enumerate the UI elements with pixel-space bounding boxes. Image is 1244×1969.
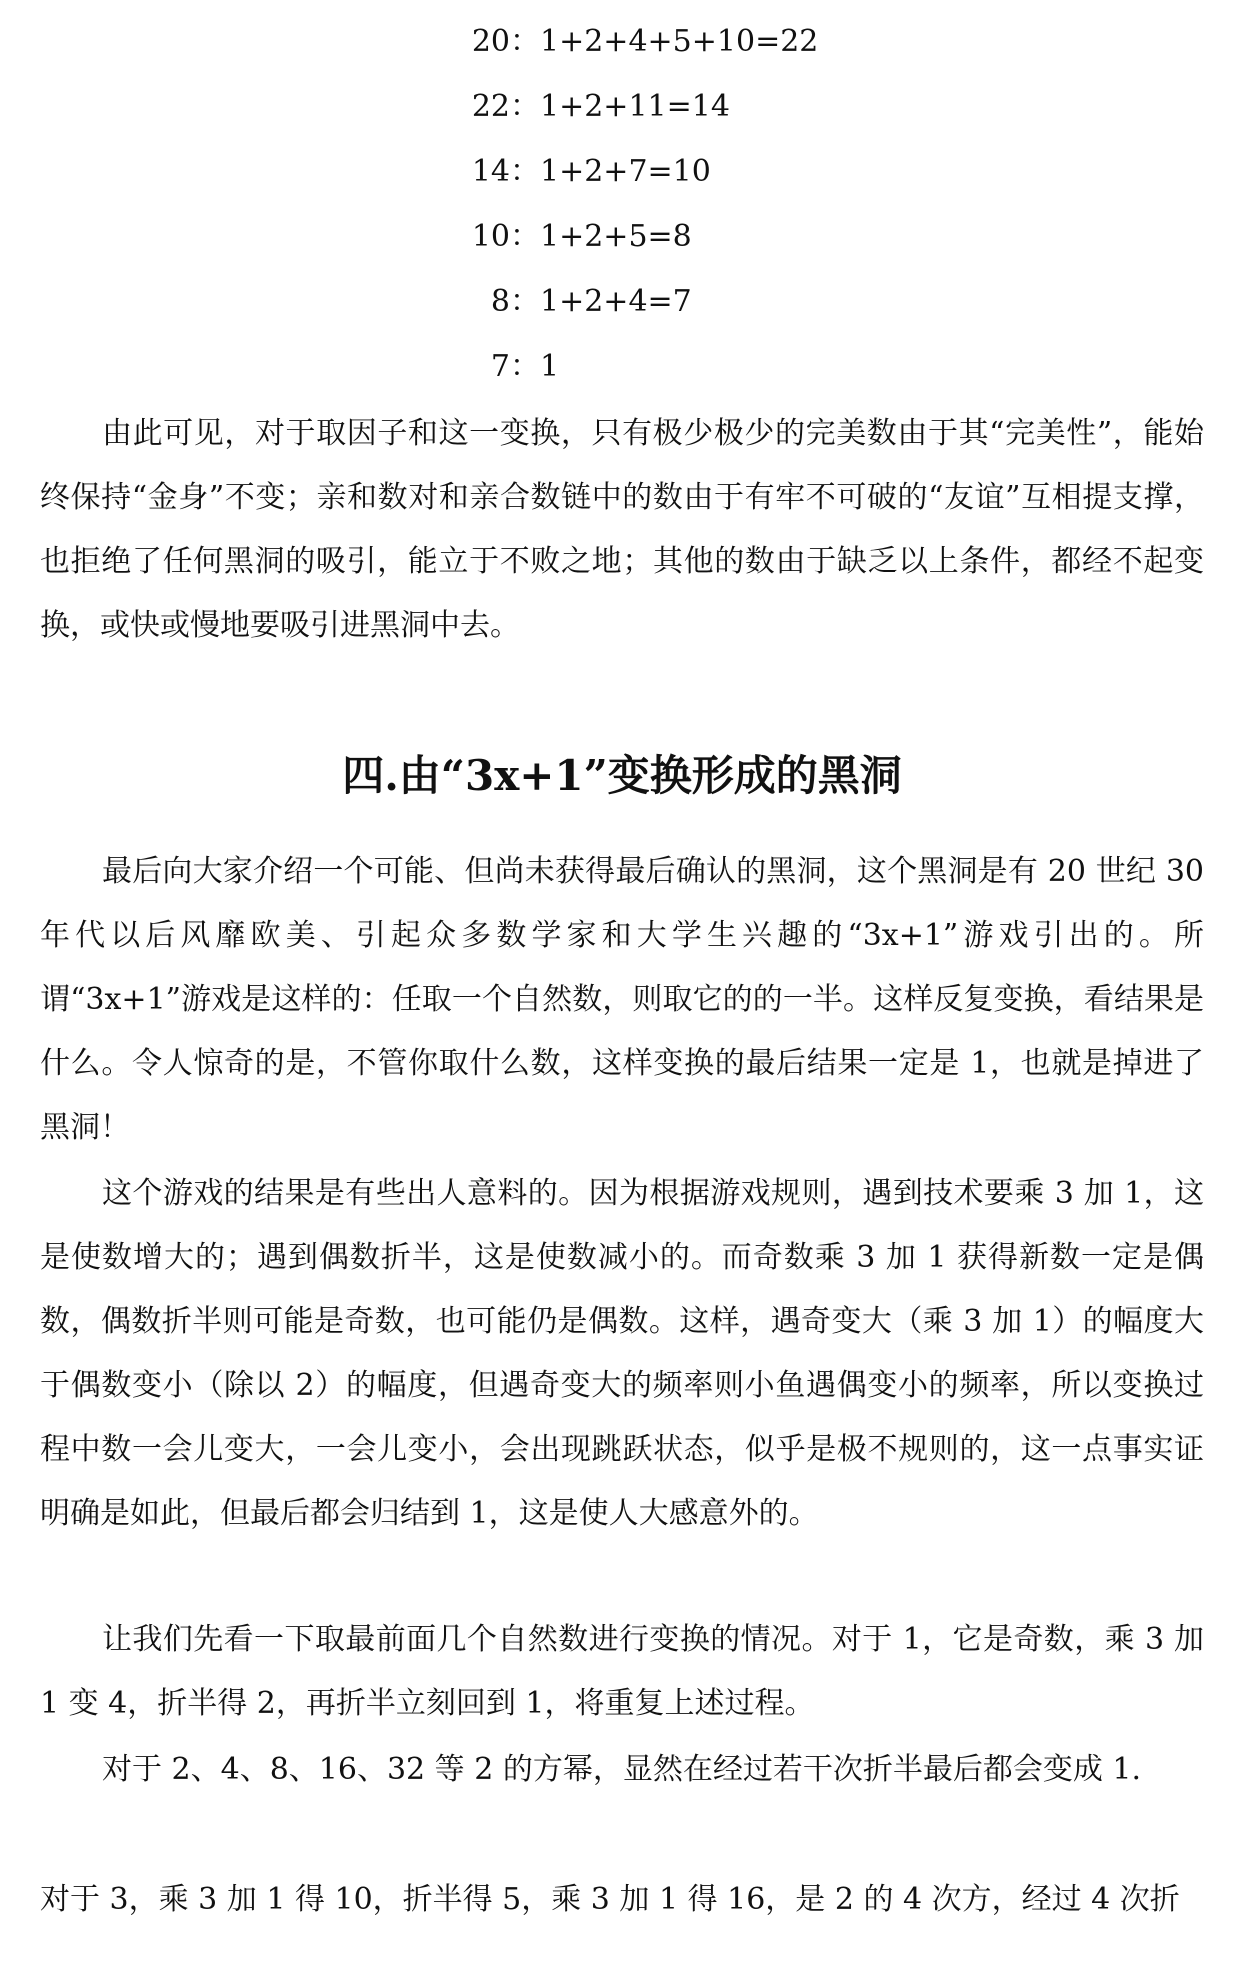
sequence-expression: 1+2+7=10: [540, 154, 711, 189]
sequence-number: 10：: [471, 219, 540, 254]
sequence-row: [440, 87, 840, 152]
sequence-expression: 1+2+11=14: [540, 89, 730, 124]
paragraph-intro: 最后向大家介绍一个可能、但尚未获得最后确认的黑洞，这个黑洞是有 20 世纪 30 年代以后风靡欧美、引起众多数学家和大学生兴趣的“3x+1”游戏引出的。所谓“3x+1”游戏是这样的：任取一个自然数，则取它的的一半。这样反复变换，看结果是什么。令人惊奇的是，不管你取什么数，这样变换的最后结果一定是 1，也就是掉进了黑洞！: [40, 854, 1204, 1145]
paragraph-explanation: 这个游戏的结果是有些出人意料的。因为根据游戏规则，遇到技术要乘 3 加 1，这是使数增大的；遇到偶数折半，这是使数减小的。而奇数乘 3 加 1 获得新数一定是偶数，偶数折半则可能是奇数，也可能仍是偶数。这样，遇奇变大（乘 3 加 1）的幅度大于偶数变小（除以 2）的幅度，但遇奇变大的频率则小鱼遇偶变小的频率，所以变换过程中数一会儿变大，一会儿变小，会出现跳跃状态，似乎是极不规则的，这一点事实证明确是如此，但最后都会归结到 1，这是使人大感意外的。: [40, 1176, 1204, 1531]
sequence-number: 8：: [490, 284, 540, 319]
sequence-row: [440, 152, 840, 217]
sequence-number: 14：: [471, 154, 540, 189]
sequence-number: 22：: [471, 89, 540, 124]
sequence-expression: 1+2+4+5+10=22: [540, 24, 819, 59]
factor-sum-sequence: [440, 22, 840, 412]
sequence-expression: 1+2+5=8: [540, 219, 692, 254]
sequence-expression: 1+2+4=7: [540, 284, 692, 319]
section-heading: 四.由“3x+1”变换形成的黑洞: [342, 751, 902, 800]
sequence-row: [440, 282, 840, 347]
paragraph-conclusion: 由此可见，对于取因子和这一变换，只有极少极少的完美数由于其“完美性”，能始终保持“金身”不变；亲和数对和亲合数链中的数由于有牢不可破的“友谊”互相提支撑，也拒绝了任何黑洞的吸引，能立于不败之地；其他的数由于缺乏以上条件，都经不起变换，或快或慢地要吸引进黑洞中去。: [40, 416, 1204, 643]
sequence-row: [440, 22, 840, 87]
paragraph-example-three: 对于 3，乘 3 加 1 得 10，折半得 5，乘 3 加 1 得 16，是 2 的 4 次方，经过 4 次折: [40, 1882, 1180, 1917]
paragraph-powers-of-two: 对于 2、4、8、16、32 等 2 的方幂，显然在经过若干次折半最后都会变成 1.: [102, 1752, 1141, 1787]
sequence-row: [440, 217, 840, 282]
paragraph-example-one: 让我们先看一下取最前面几个自然数进行变换的情况。对于 1，它是奇数，乘 3 加 1 变 4，折半得 2，再折半立刻回到 1，将重复上述过程。: [40, 1622, 1204, 1721]
sequence-expression: 1: [540, 349, 560, 384]
sequence-number: 7：: [490, 349, 540, 384]
sequence-number: 20：: [471, 24, 540, 59]
